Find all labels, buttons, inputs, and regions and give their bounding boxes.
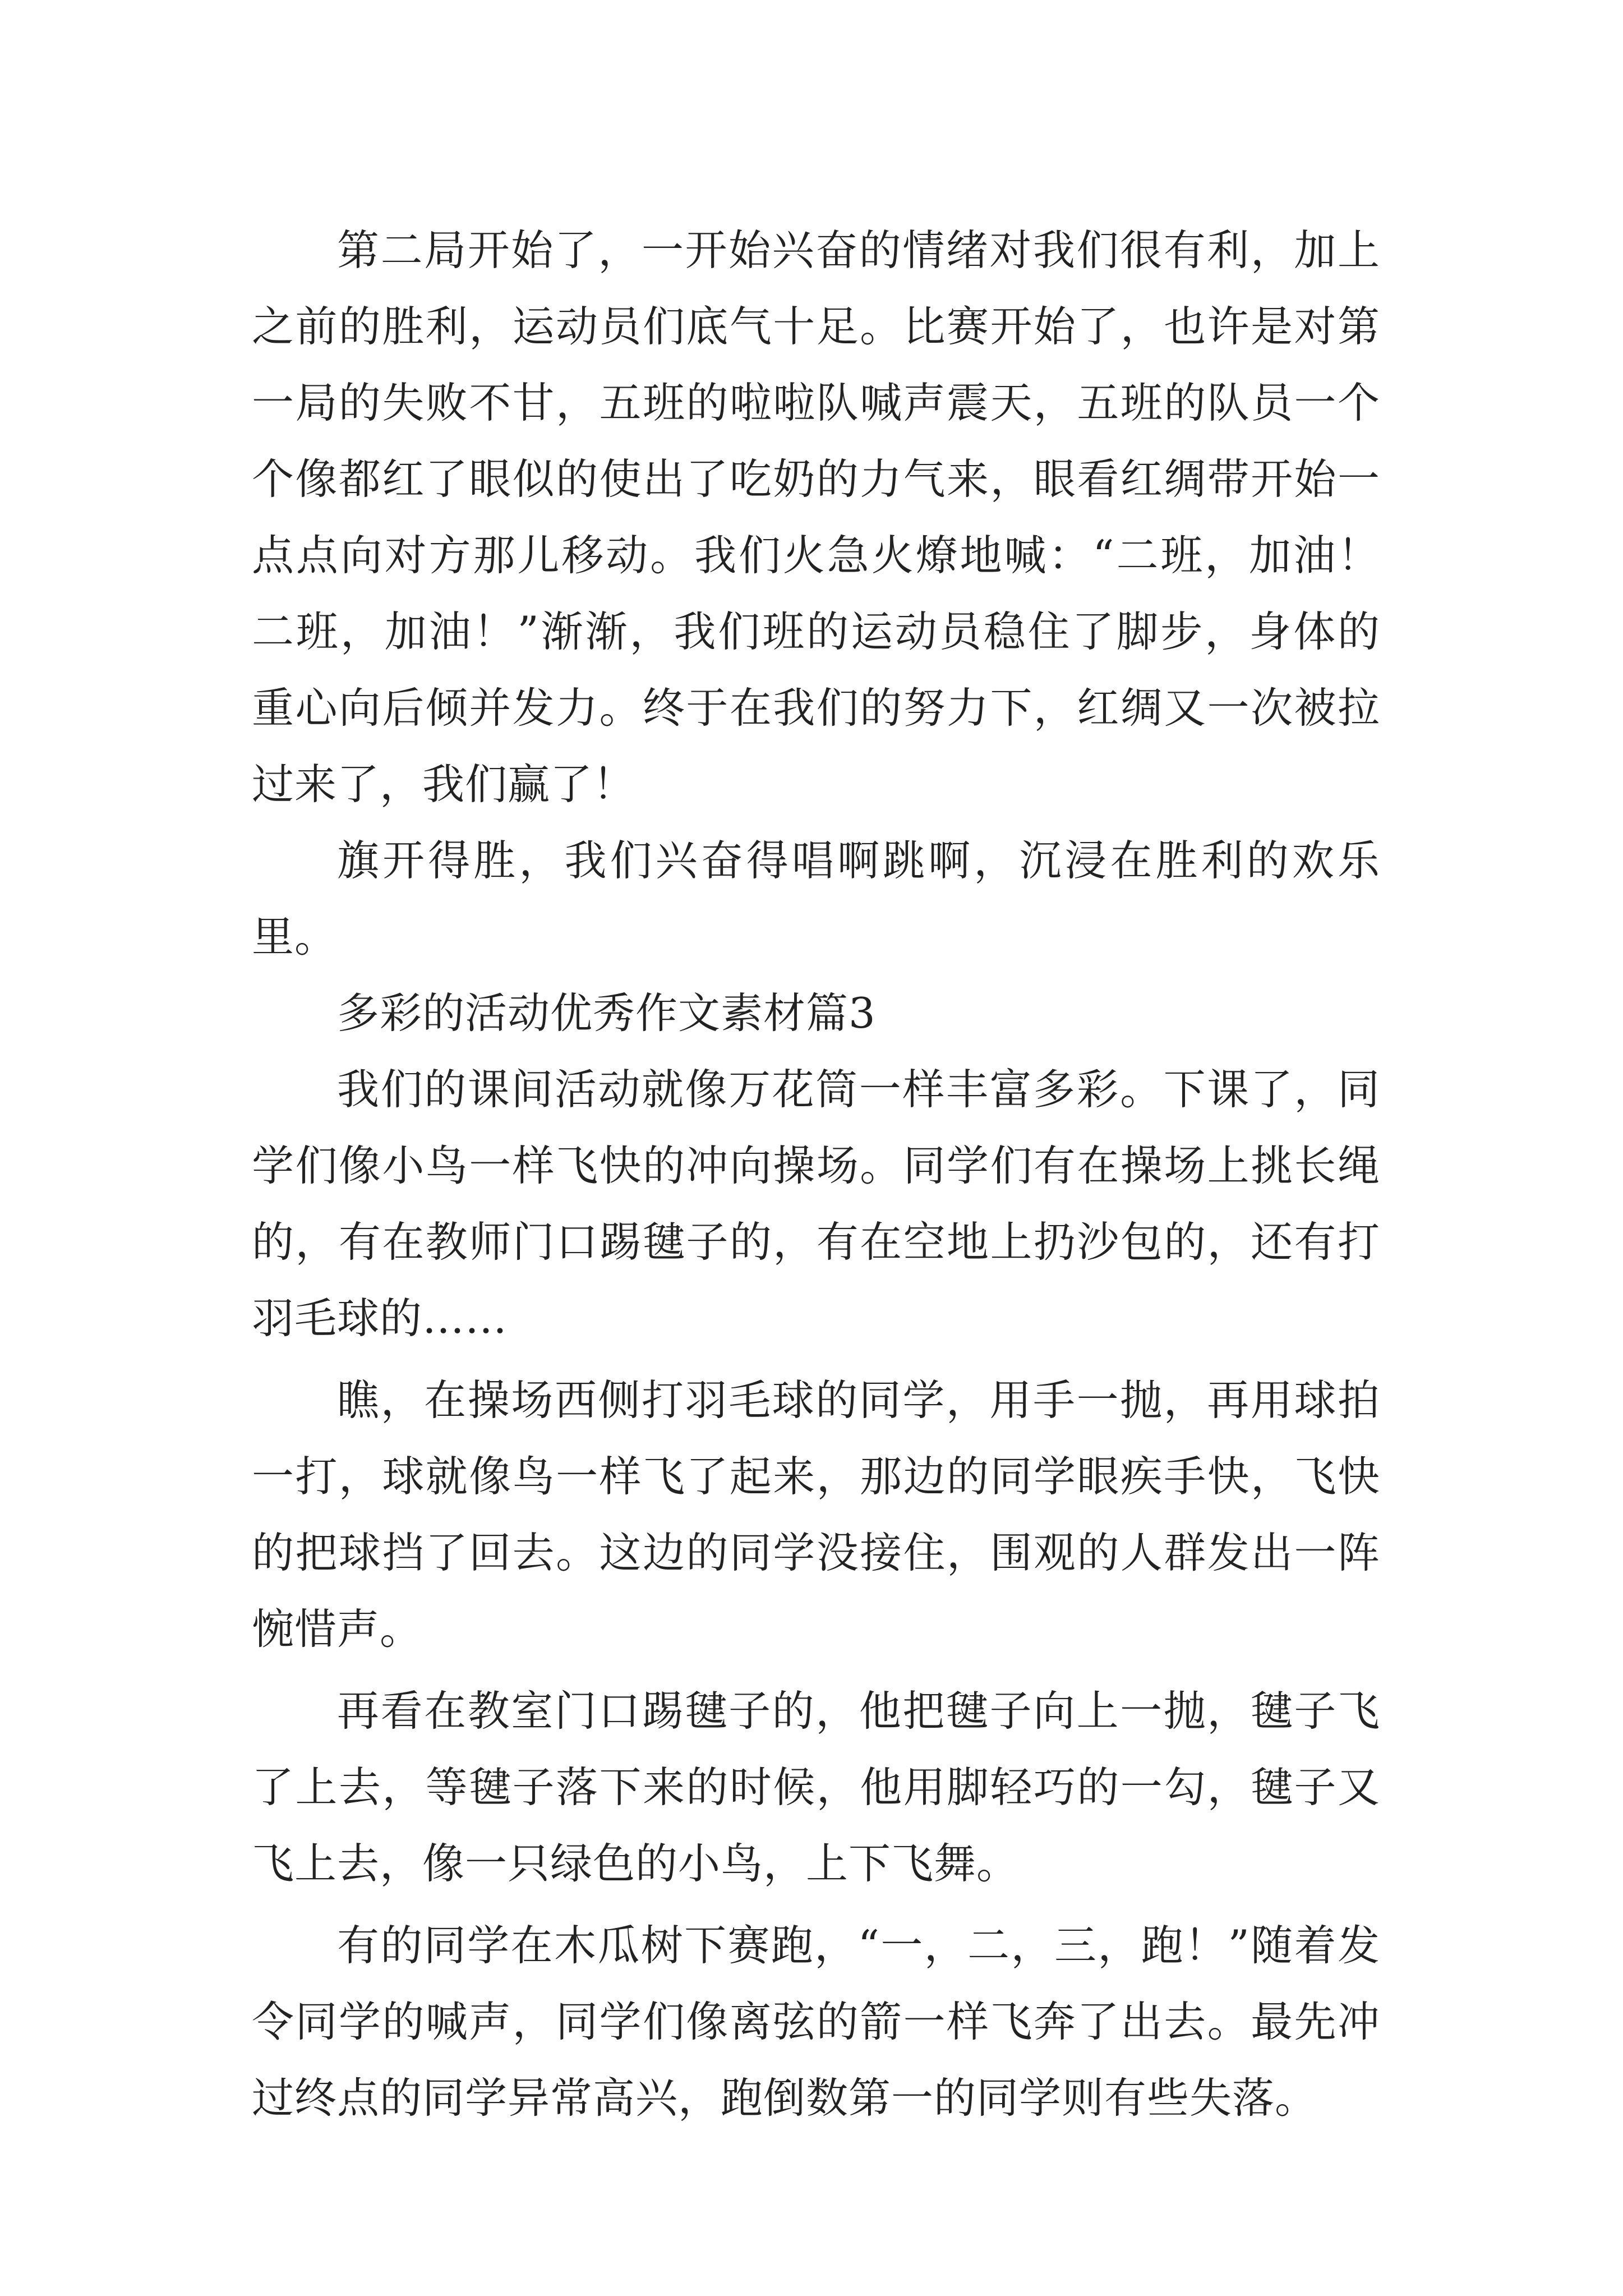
paragraph-race: 有的同学在木瓜树下赛跑，“一，二，三，跑！”随着发令同学的喊声，同学们像离弦的箭一样飞奔了出去。最先冲过终点的同学异常高兴，跑倒数第一的同学则有些失落。 <box>252 1921 1380 2123</box>
paragraph-badminton: 瞧，在操场西侧打羽毛球的同学，用手一抛，再用球拍一打，球就像鸟一样飞了起来，那边的同学眼疾手快，飞快的把球挡了回去。这边的同学没接住，围观的人群发出一阵惋惜声。 <box>252 1375 1380 1654</box>
paragraph-shuttlecock: 再看在教室门口踢毽子的，他把毽子向上一抛，毽子飞了上去，等毽子落下来的时候，他用脚轻巧的一勾，毽子又飞上去，像一只绿色的小鸟，上下飞舞。 <box>252 1686 1380 1888</box>
paragraph-victory: 旗开得胜，我们兴奋得唱啊跳啊，沉浸在胜利的欢乐里。 <box>252 836 1380 961</box>
section-title: 多彩的活动优秀作文素材篇3 <box>337 988 876 1038</box>
paragraph-recess-activities: 我们的课间活动就像万花筒一样丰富多彩。下课了，同学们像小鸟一样飞快的冲向操场。同学们有在操场上挑长绳的，有在教师门口踢毽子的，有在空地上扔沙包的，还有打羽毛球的…… <box>252 1065 1380 1343</box>
paragraph-tug-of-war-round-two: 第二局开始了，一开始兴奋的情绪对我们很有利，加上之前的胜利，运动员们底气十足。比赛开始了，也许是对第一局的失败不甘，五班的啦啦队喊声震天，五班的队员一个个像都红了眼似的使出了吃奶的力气来，眼看红绸带开始一点点向对方那儿移动。我们火急火燎地喊：“二班，加油！二班，加油！”渐渐，我们班的运动员稳住了脚步，身体的重心向后倾并发力。终于在我们的努力下，红绸又一次被拉过来了，我们赢了！ <box>252 226 1380 809</box>
document-body <box>252 212 1380 2136</box>
